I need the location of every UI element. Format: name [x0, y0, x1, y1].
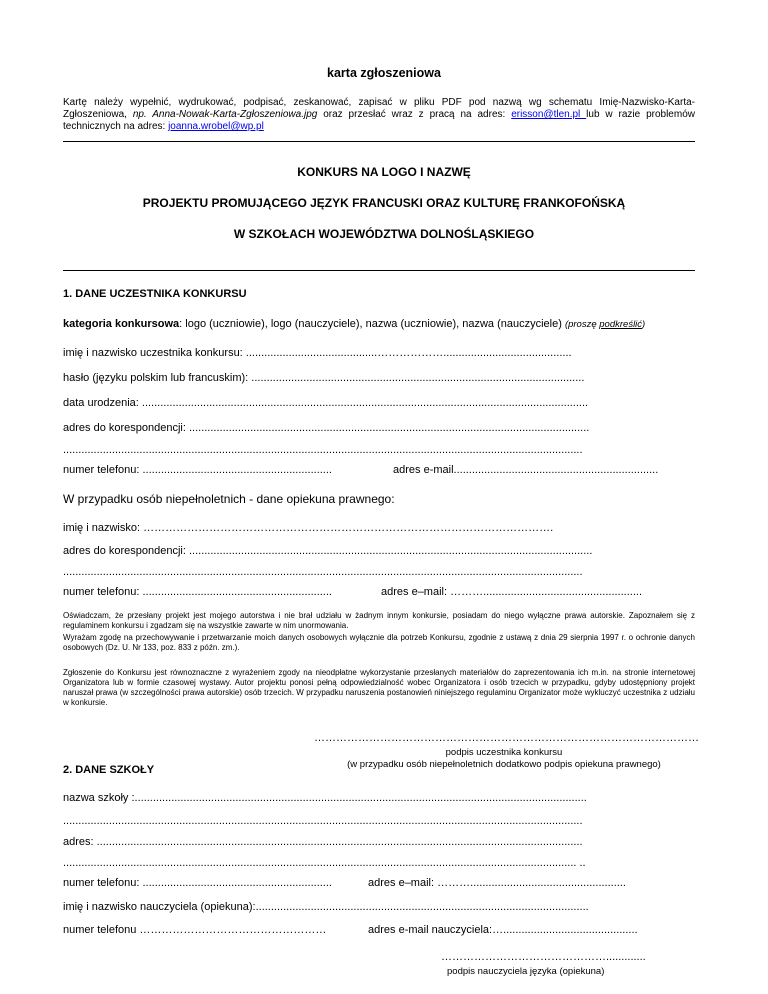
intro-text-2: oraz przesłać wraz z pracą na adres: [317, 109, 512, 120]
declaration-data-consent: Wyrażam zgodę na przechowywanie i przetwarzanie moich danych osobowych wyłącznie dla potrzeb Konkursu, zgodnie z ustawą z dnia 29 sierpnia 1997 r. o ochronie danych osobowych (Dz. U. Nr 133, poz. 833 z późn. zm.). [63, 633, 695, 652]
guardian-address-field[interactable]: adres do korespondencji: .................................................................................................................................... [63, 545, 593, 557]
address-field[interactable]: adres do korespondencji: ................................................................................................................................... [63, 422, 590, 434]
teacher-phone-field[interactable]: numer telefonu …………………………………………… [63, 924, 327, 936]
guardian-phone-field[interactable]: numer telefonu: .............................................................. [63, 586, 332, 598]
teacher-email-field[interactable]: adres e-mail nauczyciela:…............................................ [368, 924, 638, 936]
guardian-name-field[interactable]: imię i nazwisko: …………………………………………………………………………………………………. [63, 522, 554, 534]
guardian-address-field-line-2[interactable]: .......................................................................................................................................................................... [63, 566, 583, 578]
intro-text-3: lub w razie problemów technicznych na adres: [63, 109, 695, 132]
category-hint: (proszę podkreślić) [564, 319, 646, 330]
divider-top [63, 141, 695, 142]
school-name-field-line-2[interactable]: .......................................................................................................................................................................... [63, 815, 583, 827]
contest-heading-2: PROJEKTU PROMUJĄCEGO JĘZYK FRANCUSKI ORAZ KULTURĘ FRANKOFOŃSKĄ [142, 196, 626, 210]
category-options: : logo (uczniowie), logo (nauczyciele), nazwa (uczniowie), nazwa (nauczyciele) [179, 318, 565, 330]
contest-heading-1: KONKURS NA LOGO I NAZWĘ [297, 165, 471, 179]
document-title: karta zgłoszeniowa [327, 66, 441, 80]
teacher-signature-label: podpis nauczyciela języka (opiekuna) [447, 966, 605, 977]
school-address-field[interactable]: adres: ............................................................................................................................................................... [63, 836, 583, 848]
email-field[interactable]: adres e-mail................................................................... [393, 464, 659, 476]
intro-paragraph [63, 97, 695, 133]
section-2-title: 2. DANE SZKOŁY [63, 764, 155, 776]
participant-name-field[interactable]: imię i nazwisko uczestnika konkursu: ...........................................……………….......................................... [63, 347, 572, 359]
guardian-email-field[interactable]: adres e–mail: ……….................................................... [381, 586, 643, 598]
intro-text: Kartę należy wypełnić, wydrukować, podpisać, zeskanować, zapisać w pliku PDF pod nazwą wg schematu Imię-Nazwisko-Karta-Zgłoszeniowa, [63, 97, 695, 120]
guardian-intro: W przypadku osób niepełnoletnich - dane opiekuna prawnego: [63, 492, 395, 506]
address-field-line-2[interactable]: .......................................................................................................................................................................... [63, 444, 583, 456]
category-label: kategoria konkursowa [63, 318, 180, 330]
participant-signature-label: podpis uczestnika konkursu [445, 747, 563, 758]
divider-middle [63, 270, 695, 271]
teacher-name-field[interactable]: imię i nazwisko nauczyciela (opiekuna):............................................................................................................. [63, 901, 589, 913]
school-email-field[interactable]: adres e–mail: ………................................................... [368, 877, 626, 889]
motto-field[interactable]: hasło (języku polskim lub francuskim): ............................................................................................................. [63, 372, 585, 384]
school-address-field-line-2[interactable]: ........................................................................................................................................................................ .. [63, 857, 586, 869]
declaration-usage: Zgłoszenie do Konkursu jest równoznaczne z wyrażeniem zgody na nieodpłatne wykorzystanie przesłanych materiałów do zaprezentowania ich m.in. na stronie internetowej Organizatora lub w formie czasowej wystawy. Autor projektu ponosi pełną odpowiedzialność wobec Organizatora i osób trzecich w przypadku, gdyby udostępniony projekt naruszał prawa (w szczególności prawa autorskie) osób trzecich. W przypadku naruszenia postanowień niniejszego regulaminu Organizator może wykluczyć uczestnika z udziału w konkursie. [63, 668, 695, 707]
email-link-erisson[interactable]: erisson@tlen.pl [511, 109, 587, 120]
section-1-title: 1. DANE UCZESTNIKA KONKURSU [63, 288, 247, 300]
phone-field[interactable]: numer telefonu: .............................................................. [63, 464, 332, 476]
email-link-wrobel[interactable]: joanna.wrobel@wp.pl [168, 121, 264, 132]
contest-heading-3: W SZKOŁACH WOJEWÓDZTWA DOLNOŚLĄSKIEGO [233, 227, 535, 241]
category-line [63, 318, 645, 330]
declaration-authorship: Oświadczam, że przesłany projekt jest mojego autorstwa i nie brał udziału w żadnym innym konkursie, posiadam do niego wyłączne prawa autorskie. Zapoznałem się z regulaminem konkursu i zgadzam się na wszystkie zawarte w nim unormowania. [63, 611, 695, 630]
birth-date-field[interactable]: data urodzenia: .................................................................................................................................................. [63, 397, 589, 409]
school-name-field[interactable]: nazwa szkoły :.................................................................................................................................................... [63, 792, 587, 804]
participant-signature-line[interactable]: …………………………………………………………………………………………… [314, 732, 699, 744]
teacher-signature-line[interactable]: ………………………………………............. [441, 951, 646, 963]
school-phone-field[interactable]: numer telefonu: .............................................................. [63, 877, 332, 889]
participant-signature-note: (w przypadku osób niepełnoletnich dodatkowo podpis opiekuna prawnego) [347, 759, 661, 770]
intro-example: np. Anna-Nowak-Karta-Zgłoszeniowa.jpg [132, 109, 318, 120]
